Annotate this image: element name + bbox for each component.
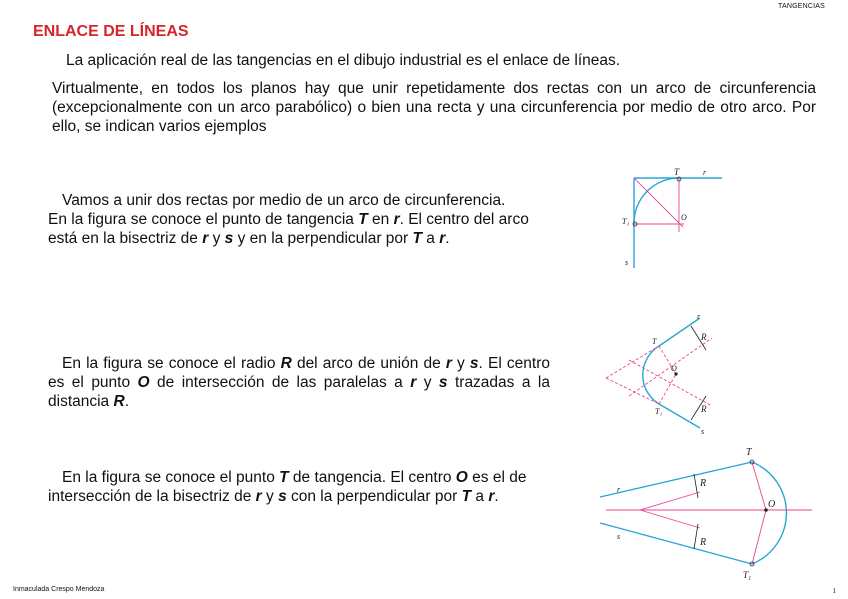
- figure-2-construction: [606, 338, 712, 406]
- label-s: s: [617, 532, 621, 541]
- auxiliary-line-s: [640, 510, 700, 528]
- label-O: O: [768, 499, 776, 510]
- symbol-s: s: [469, 355, 479, 372]
- label-T: T: [746, 447, 752, 458]
- text-run: es el de: [467, 469, 527, 486]
- figure-1-construction: [634, 178, 684, 232]
- symbol-s: s: [224, 230, 234, 247]
- extension-s: [606, 378, 659, 404]
- page-number: 1: [832, 587, 836, 595]
- text-run: En la figura se conoce el radio: [62, 355, 281, 372]
- text-run: y en la perpendicular por: [233, 230, 413, 247]
- label-r: r: [703, 168, 707, 177]
- symbol-s: s: [278, 488, 287, 505]
- symbol-T: T: [358, 211, 368, 228]
- label-s: s: [625, 258, 629, 267]
- symbol-O: O: [137, 374, 150, 391]
- line-r: [659, 318, 700, 346]
- intro-paragraph-1: La aplicación real de las tangencias en el dibujo industrial es el enlace de líneas.: [66, 52, 621, 69]
- intro-paragraph-2: Virtualmente, en todos los planos hay que unir repetidamente dos rectas con un arco de circunferencia (excepcionalmente con un arco parabólico) o bien una recta y una circunferencia por medio de otro arco. Por ello, se indican varios ejemplos: [52, 80, 816, 135]
- radius-dimension-top: [694, 474, 698, 498]
- symbol-r: r: [439, 230, 446, 247]
- label-T1: T₁: [655, 407, 663, 416]
- figure-2-diagram: [600, 308, 725, 438]
- text-run: y: [416, 374, 439, 391]
- text-run: . El centro del arco: [399, 211, 529, 228]
- text-run: y: [451, 355, 470, 372]
- text-run: y: [208, 230, 225, 247]
- symbol-T: T: [461, 488, 472, 505]
- header-topic: TANGENCIAS: [778, 3, 825, 10]
- example-1-lead: Vamos a unir dos rectas por medio de un arco de circunferencia.: [62, 192, 506, 209]
- text-run: intersección de la bisectriz de: [48, 488, 256, 505]
- example-3-line-1: [48, 468, 558, 487]
- footer-author: Inmaculada Crespo Mendoza: [13, 586, 105, 593]
- symbol-r: r: [393, 211, 400, 228]
- auxiliary-line-r: [640, 492, 700, 510]
- label-R-top: R: [700, 478, 707, 489]
- symbol-r: r: [488, 488, 495, 505]
- text-run: de tangencia. El centro: [288, 469, 456, 486]
- line-s: [600, 523, 752, 564]
- example-1-line-2: [48, 210, 558, 229]
- label-r: r: [617, 485, 621, 494]
- symbol-R: R: [280, 355, 292, 372]
- figure-3-lines: [600, 462, 786, 564]
- line-r: [600, 462, 752, 497]
- figure-1-diagram: [600, 163, 730, 275]
- label-R-bottom: R: [700, 537, 707, 548]
- page-title: ENLACE DE LÍNEAS: [33, 23, 189, 40]
- symbol-s: s: [438, 374, 448, 391]
- radius-dimension-bottom: [694, 524, 698, 549]
- figure-3-radius-marks: [694, 474, 698, 549]
- symbol-r: r: [410, 374, 417, 391]
- figure-2-lines: [643, 318, 700, 428]
- example-3-text: [48, 468, 558, 506]
- bisector: [634, 178, 683, 227]
- text-run: con la perpendicular por: [286, 488, 462, 505]
- label-r: r: [697, 312, 701, 321]
- text-run: en: [367, 211, 394, 228]
- example-1-line-3: [48, 229, 558, 248]
- label-T: T: [652, 337, 657, 346]
- label-s: s: [701, 427, 705, 436]
- text-run: En la figura se conoce el punto de tangencia: [48, 211, 359, 228]
- text-run: trazadas a la distancia: [48, 374, 550, 410]
- label-R-top: R: [701, 332, 707, 342]
- text-run: .: [124, 393, 129, 410]
- label-O: O: [671, 364, 677, 373]
- label-T1: T₁: [622, 217, 630, 226]
- symbol-r: r: [202, 230, 209, 247]
- text-run: del arco de unión de: [291, 355, 446, 372]
- text-run: .: [445, 230, 450, 247]
- text-run: está en la bisectriz de: [48, 230, 203, 247]
- figure-3-construction: [606, 462, 812, 564]
- symbol-r: r: [255, 488, 262, 505]
- label-T1: T₁: [743, 570, 752, 580]
- perpendicular-at-T1: [752, 510, 766, 564]
- text-run: En la figura se conoce el punto: [62, 469, 280, 486]
- label-R-bottom: R: [701, 404, 707, 414]
- text-run: a: [421, 230, 440, 247]
- symbol-T: T: [412, 230, 422, 247]
- example-2-text: [48, 354, 550, 411]
- example-3-line-2: [48, 487, 558, 506]
- symbol-r: r: [445, 355, 452, 372]
- extension-r: [606, 346, 659, 378]
- symbol-R: R: [113, 393, 125, 410]
- label-T: T: [674, 167, 680, 177]
- symbol-T: T: [279, 469, 289, 486]
- symbol-O: O: [455, 469, 468, 486]
- tangent-arc: [752, 462, 786, 564]
- figure-3-diagram: [596, 443, 832, 583]
- label-O: O: [681, 213, 687, 222]
- text-run: .: [494, 488, 499, 505]
- text-run: y: [261, 488, 279, 505]
- example-1-text: [48, 191, 558, 248]
- text-run: . El centro es el punto: [48, 355, 550, 391]
- text-run: a: [471, 488, 489, 505]
- text-run: de intersección de las paralelas a: [149, 374, 411, 391]
